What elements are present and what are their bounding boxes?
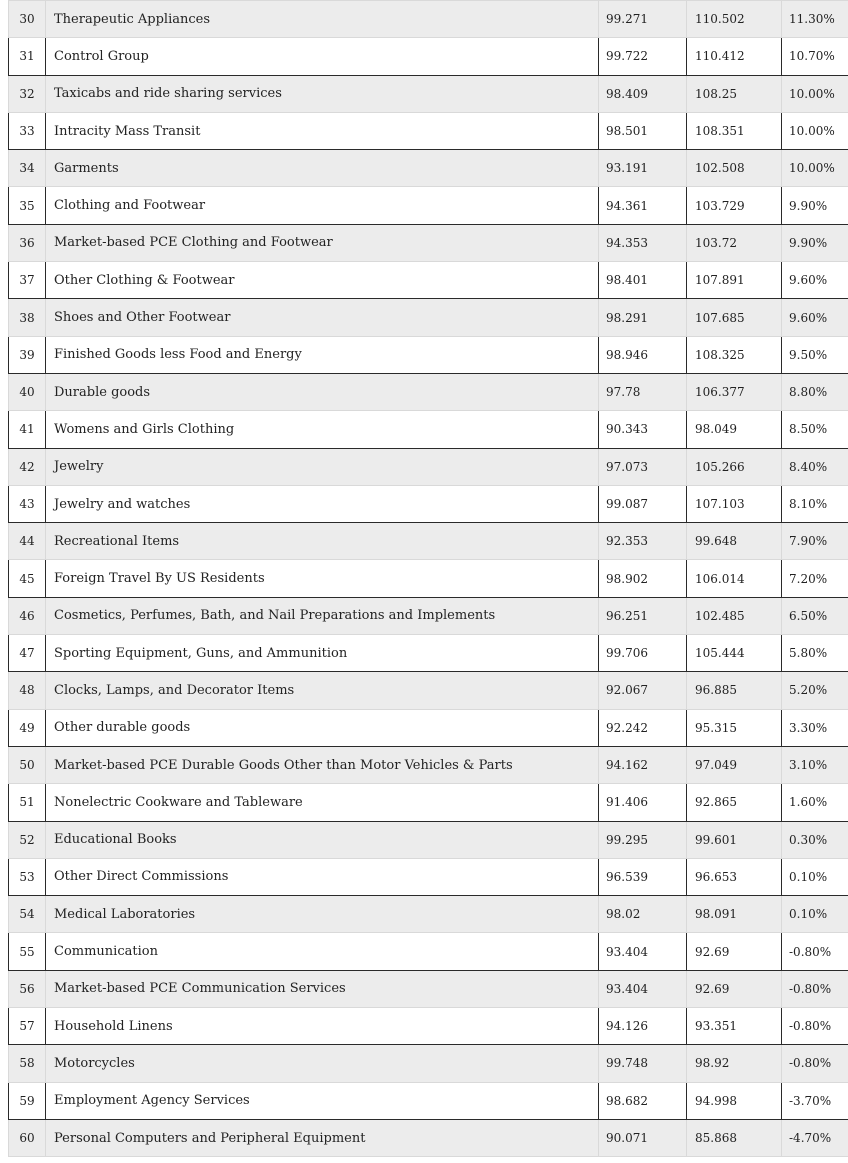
value-2-cell: 95.315: [687, 709, 782, 746]
rank-cell: 57: [9, 1008, 46, 1045]
value-2-cell: 99.601: [687, 821, 782, 858]
table-row: [9, 336, 848, 373]
value-1-cell: 92.353: [599, 523, 687, 560]
percent-change-cell: 7.20%: [782, 560, 848, 597]
table-row: [9, 597, 848, 634]
item-name-cell: Household Linens: [46, 1008, 599, 1045]
table-row: [9, 112, 848, 149]
percent-change-cell: 8.50%: [782, 411, 848, 448]
table-row: [9, 635, 848, 672]
table-row: [9, 373, 848, 410]
table-row: [9, 821, 848, 858]
value-1-cell: 94.162: [599, 746, 687, 783]
value-1-cell: 92.242: [599, 709, 687, 746]
rank-cell: 33: [9, 112, 46, 149]
rank-cell: 56: [9, 970, 46, 1007]
rank-cell: 38: [9, 299, 46, 336]
percent-change-cell: -0.80%: [782, 1008, 848, 1045]
value-2-cell: 94.998: [687, 1082, 782, 1119]
table-row: [9, 448, 848, 485]
item-name-cell: Nonelectric Cookware and Tableware: [46, 784, 599, 821]
rank-cell: 40: [9, 373, 46, 410]
table-row: [9, 38, 848, 75]
value-1-cell: 99.295: [599, 821, 687, 858]
rank-cell: 39: [9, 336, 46, 373]
value-1-cell: 97.78: [599, 373, 687, 410]
value-2-cell: 108.25: [687, 75, 782, 112]
value-1-cell: 96.539: [599, 858, 687, 895]
value-2-cell: 102.485: [687, 597, 782, 634]
rank-cell: 54: [9, 896, 46, 933]
percent-change-cell: 5.80%: [782, 635, 848, 672]
percent-change-cell: 10.70%: [782, 38, 848, 75]
rank-cell: 60: [9, 1119, 46, 1156]
value-2-cell: 93.351: [687, 1008, 782, 1045]
table-row: [9, 523, 848, 560]
rank-cell: 45: [9, 560, 46, 597]
value-1-cell: 98.02: [599, 896, 687, 933]
value-2-cell: 103.72: [687, 224, 782, 261]
item-name-cell: Clothing and Footwear: [46, 187, 599, 224]
item-name-cell: Motorcycles: [46, 1045, 599, 1082]
item-name-cell: Therapeutic Appliances: [46, 1, 599, 38]
rank-cell: 59: [9, 1082, 46, 1119]
item-name-cell: Other Direct Commissions: [46, 858, 599, 895]
value-1-cell: 90.071: [599, 1119, 687, 1156]
percent-change-cell: 10.00%: [782, 112, 848, 149]
item-name-cell: Intracity Mass Transit: [46, 112, 599, 149]
rank-cell: 37: [9, 262, 46, 299]
table-row: [9, 1119, 848, 1156]
value-2-cell: 105.444: [687, 635, 782, 672]
item-name-cell: Womens and Girls Clothing: [46, 411, 599, 448]
table-row: [9, 411, 848, 448]
item-name-cell: Durable goods: [46, 373, 599, 410]
item-name-cell: Market-based PCE Communication Services: [46, 970, 599, 1007]
item-name-cell: Communication: [46, 933, 599, 970]
item-name-cell: Market-based PCE Clothing and Footwear: [46, 224, 599, 261]
table-row: [9, 896, 848, 933]
percent-change-cell: -0.80%: [782, 933, 848, 970]
table-row: [9, 970, 848, 1007]
percent-change-cell: 3.10%: [782, 746, 848, 783]
value-1-cell: 91.406: [599, 784, 687, 821]
table-row: [9, 746, 848, 783]
rank-cell: 36: [9, 224, 46, 261]
value-2-cell: 107.685: [687, 299, 782, 336]
percent-change-cell: 10.00%: [782, 150, 848, 187]
value-1-cell: 99.706: [599, 635, 687, 672]
rank-cell: 43: [9, 485, 46, 522]
item-name-cell: Sporting Equipment, Guns, and Ammunition: [46, 635, 599, 672]
rank-cell: 41: [9, 411, 46, 448]
table-row: [9, 560, 848, 597]
percent-change-cell: 9.60%: [782, 299, 848, 336]
price-change-table: [8, 0, 848, 1157]
item-name-cell: Control Group: [46, 38, 599, 75]
value-2-cell: 96.885: [687, 672, 782, 709]
table-row: [9, 150, 848, 187]
percent-change-cell: 9.90%: [782, 224, 848, 261]
percent-change-cell: -0.80%: [782, 1045, 848, 1082]
rank-cell: 55: [9, 933, 46, 970]
table-row: [9, 858, 848, 895]
value-2-cell: 107.103: [687, 485, 782, 522]
percent-change-cell: 8.80%: [782, 373, 848, 410]
item-name-cell: Recreational Items: [46, 523, 599, 560]
value-2-cell: 92.69: [687, 933, 782, 970]
rank-cell: 30: [9, 1, 46, 38]
table-row: [9, 485, 848, 522]
value-1-cell: 99.087: [599, 485, 687, 522]
rank-cell: 34: [9, 150, 46, 187]
value-2-cell: 110.502: [687, 1, 782, 38]
value-1-cell: 98.409: [599, 75, 687, 112]
value-2-cell: 98.091: [687, 896, 782, 933]
value-2-cell: 92.865: [687, 784, 782, 821]
value-1-cell: 99.722: [599, 38, 687, 75]
rank-cell: 48: [9, 672, 46, 709]
percent-change-cell: 8.40%: [782, 448, 848, 485]
value-1-cell: 98.501: [599, 112, 687, 149]
value-2-cell: 85.868: [687, 1119, 782, 1156]
item-name-cell: Clocks, Lamps, and Decorator Items: [46, 672, 599, 709]
table-row: [9, 75, 848, 112]
value-2-cell: 108.325: [687, 336, 782, 373]
table-row: [9, 187, 848, 224]
value-2-cell: 110.412: [687, 38, 782, 75]
percent-change-cell: 7.90%: [782, 523, 848, 560]
table-row: [9, 672, 848, 709]
item-name-cell: Educational Books: [46, 821, 599, 858]
table-row: [9, 784, 848, 821]
table-row: [9, 1008, 848, 1045]
item-name-cell: Other durable goods: [46, 709, 599, 746]
percent-change-cell: 5.20%: [782, 672, 848, 709]
percent-change-cell: 0.10%: [782, 858, 848, 895]
rank-cell: 51: [9, 784, 46, 821]
value-2-cell: 105.266: [687, 448, 782, 485]
rank-cell: 50: [9, 746, 46, 783]
percent-change-cell: 9.90%: [782, 187, 848, 224]
rank-cell: 47: [9, 635, 46, 672]
value-1-cell: 94.361: [599, 187, 687, 224]
value-1-cell: 94.126: [599, 1008, 687, 1045]
rank-cell: 53: [9, 858, 46, 895]
item-name-cell: Taxicabs and ride sharing services: [46, 75, 599, 112]
value-1-cell: 92.067: [599, 672, 687, 709]
item-name-cell: Jewelry and watches: [46, 485, 599, 522]
value-1-cell: 97.073: [599, 448, 687, 485]
table-row: [9, 933, 848, 970]
item-name-cell: Jewelry: [46, 448, 599, 485]
value-2-cell: 106.014: [687, 560, 782, 597]
percent-change-cell: 0.10%: [782, 896, 848, 933]
percent-change-cell: 0.30%: [782, 821, 848, 858]
percent-change-cell: 9.60%: [782, 262, 848, 299]
rank-cell: 46: [9, 597, 46, 634]
percent-change-cell: 10.00%: [782, 75, 848, 112]
value-2-cell: 98.92: [687, 1045, 782, 1082]
table-row: [9, 224, 848, 261]
percent-change-cell: -4.70%: [782, 1119, 848, 1156]
percent-change-cell: 8.10%: [782, 485, 848, 522]
table-row: [9, 262, 848, 299]
item-name-cell: Other Clothing & Footwear: [46, 262, 599, 299]
item-name-cell: Personal Computers and Peripheral Equipment: [46, 1119, 599, 1156]
percent-change-cell: 6.50%: [782, 597, 848, 634]
value-2-cell: 102.508: [687, 150, 782, 187]
item-name-cell: Employment Agency Services: [46, 1082, 599, 1119]
value-1-cell: 94.353: [599, 224, 687, 261]
percent-change-cell: 1.60%: [782, 784, 848, 821]
item-name-cell: Cosmetics, Perfumes, Bath, and Nail Preparations and Implements: [46, 597, 599, 634]
rank-cell: 35: [9, 187, 46, 224]
percent-change-cell: 3.30%: [782, 709, 848, 746]
item-name-cell: Finished Goods less Food and Energy: [46, 336, 599, 373]
table-row: [9, 1082, 848, 1119]
value-2-cell: 92.69: [687, 970, 782, 1007]
rank-cell: 32: [9, 75, 46, 112]
value-2-cell: 107.891: [687, 262, 782, 299]
value-2-cell: 96.653: [687, 858, 782, 895]
value-1-cell: 98.946: [599, 336, 687, 373]
value-1-cell: 96.251: [599, 597, 687, 634]
percent-change-cell: -3.70%: [782, 1082, 848, 1119]
rank-cell: 49: [9, 709, 46, 746]
value-2-cell: 108.351: [687, 112, 782, 149]
value-1-cell: 90.343: [599, 411, 687, 448]
item-name-cell: Medical Laboratories: [46, 896, 599, 933]
percent-change-cell: 11.30%: [782, 1, 848, 38]
value-1-cell: 99.748: [599, 1045, 687, 1082]
value-2-cell: 106.377: [687, 373, 782, 410]
table-row: [9, 1045, 848, 1082]
value-1-cell: 99.271: [599, 1, 687, 38]
value-1-cell: 93.191: [599, 150, 687, 187]
percent-change-cell: -0.80%: [782, 970, 848, 1007]
value-2-cell: 98.049: [687, 411, 782, 448]
rank-cell: 31: [9, 38, 46, 75]
rank-cell: 52: [9, 821, 46, 858]
value-2-cell: 103.729: [687, 187, 782, 224]
item-name-cell: Foreign Travel By US Residents: [46, 560, 599, 597]
value-1-cell: 98.902: [599, 560, 687, 597]
table-row: [9, 299, 848, 336]
value-2-cell: 97.049: [687, 746, 782, 783]
rank-cell: 58: [9, 1045, 46, 1082]
table-body: [9, 1, 848, 1157]
table-row: [9, 709, 848, 746]
rank-cell: 42: [9, 448, 46, 485]
value-2-cell: 99.648: [687, 523, 782, 560]
item-name-cell: Shoes and Other Footwear: [46, 299, 599, 336]
item-name-cell: Garments: [46, 150, 599, 187]
value-1-cell: 98.682: [599, 1082, 687, 1119]
rank-cell: 44: [9, 523, 46, 560]
item-name-cell: Market-based PCE Durable Goods Other than Motor Vehicles & Parts: [46, 746, 599, 783]
value-1-cell: 98.401: [599, 262, 687, 299]
value-1-cell: 93.404: [599, 970, 687, 1007]
value-1-cell: 98.291: [599, 299, 687, 336]
table-row: [9, 1, 848, 38]
value-1-cell: 93.404: [599, 933, 687, 970]
percent-change-cell: 9.50%: [782, 336, 848, 373]
